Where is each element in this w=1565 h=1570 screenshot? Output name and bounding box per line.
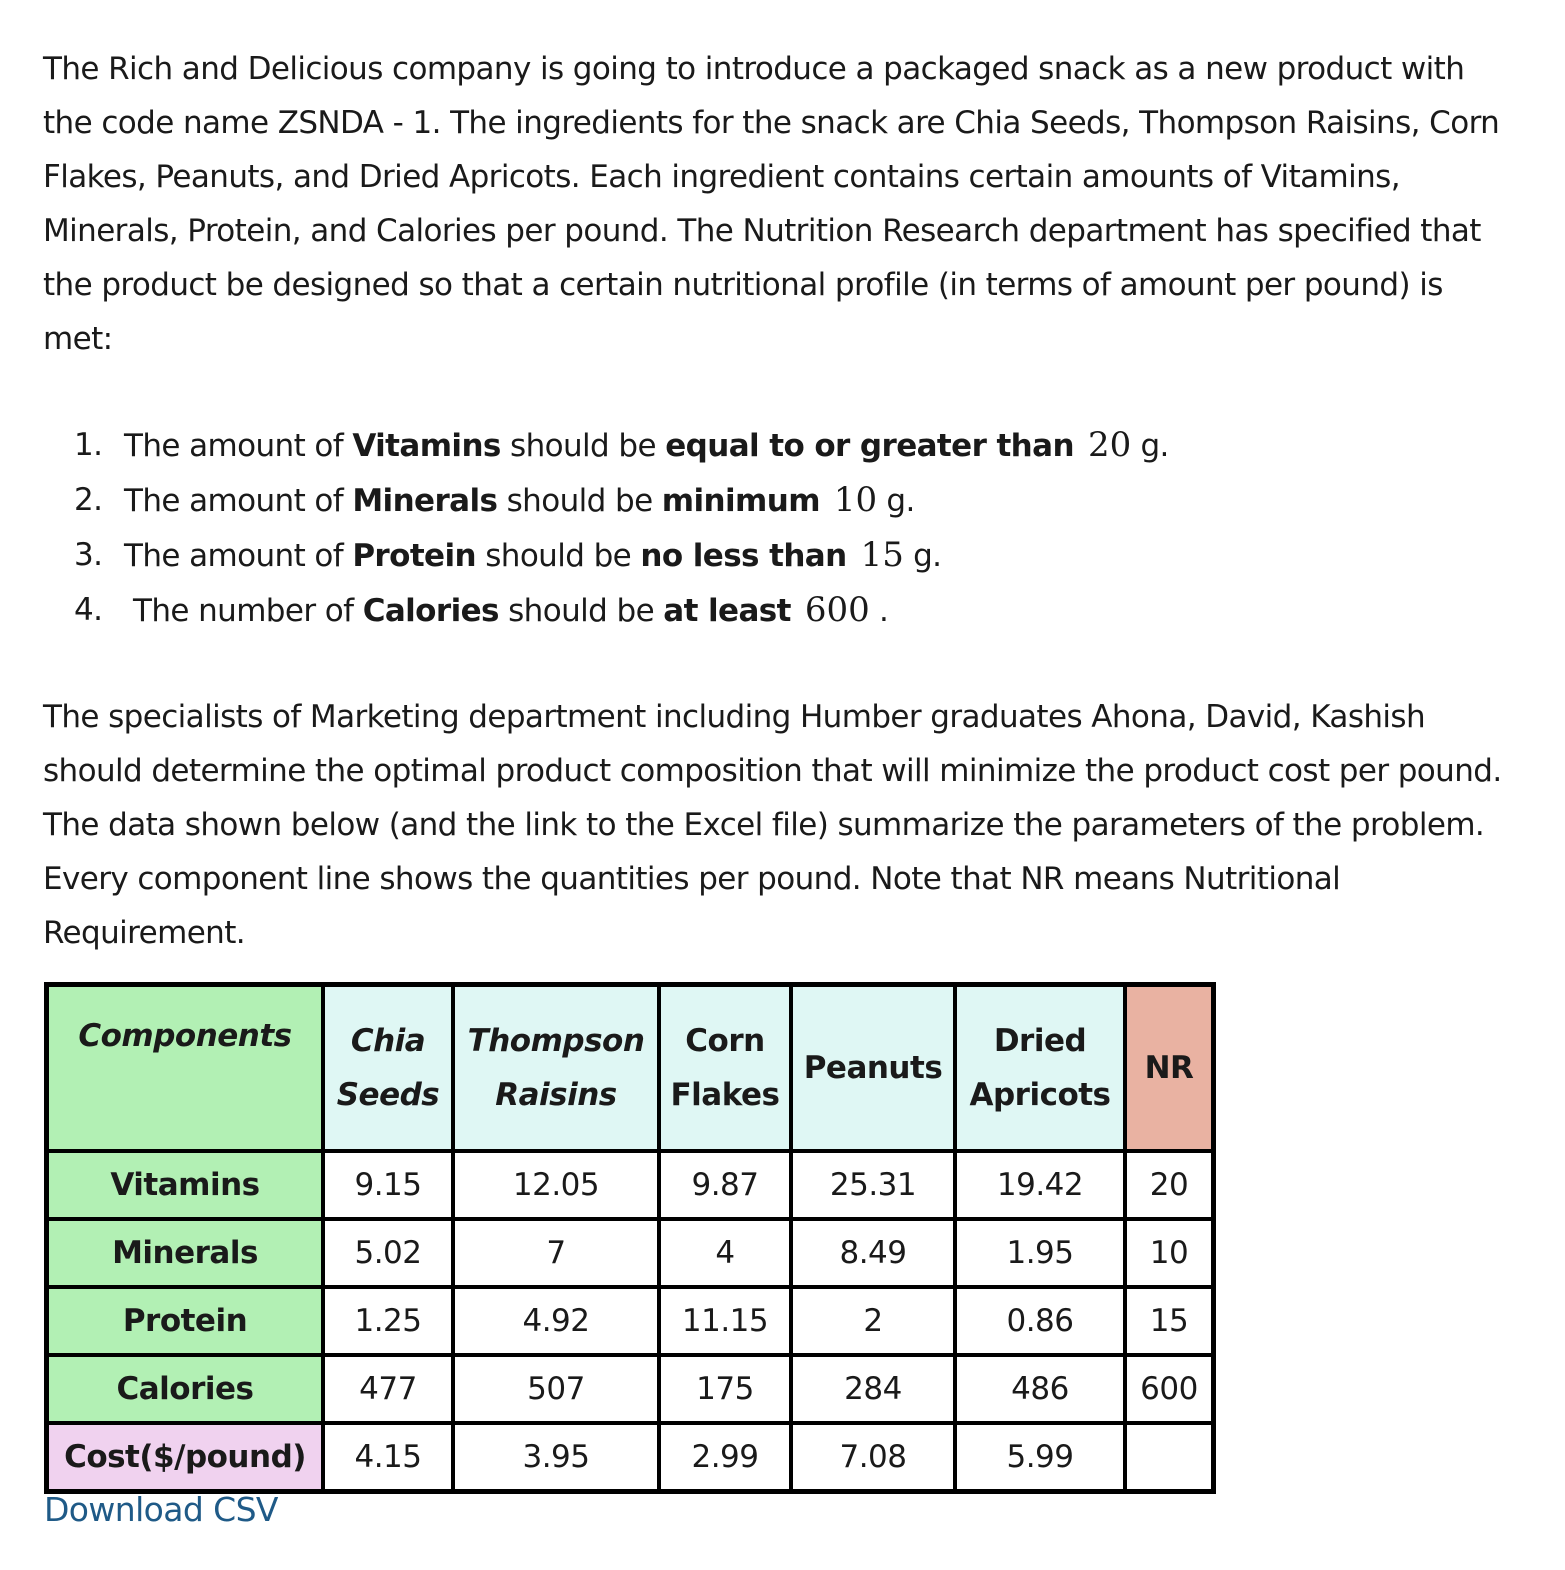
table-cell: 4	[659, 1219, 791, 1287]
list-number: 2.	[74, 482, 103, 518]
table-cell: 477	[323, 1355, 453, 1423]
intro-paragraph: The Rich and Delicious company is going to introduce a packaged snack as a new product with the code name ZSNDA - 1. The ingredients for the snack are Chia Seeds, Thompson Raisins, Corn Flakes, Peanuts, and Dried Apricots. Each ingredient contains certain amounts of Vitamins, Minerals, Protein, and Calories per pound. The Nutrition Research department has specified that the product be designed so that a certain nutritional profile (in terms of amount per pound) is met:	[43, 51, 1500, 357]
table-cell: 507	[453, 1355, 659, 1423]
table-cell: 2	[791, 1287, 955, 1355]
document-content	[43, 42, 1503, 1494]
table-cell: 284	[791, 1355, 955, 1423]
header-dried-apricots	[955, 985, 1125, 1152]
table-cell: 7	[453, 1219, 659, 1287]
table-cell: 25.31	[791, 1151, 955, 1219]
requirement-mid: should be	[497, 483, 662, 519]
requirement-unit: g.	[903, 538, 942, 574]
header-nr: NR	[1125, 985, 1214, 1152]
requirements-list	[43, 418, 1503, 638]
header-peanuts: Peanuts	[791, 985, 955, 1152]
requirement-value: 15	[860, 535, 904, 575]
list-number: 3.	[74, 537, 103, 573]
ingredients-table	[44, 982, 1216, 1494]
requirement-prefix: The amount of	[124, 483, 353, 519]
requirement-item	[43, 473, 1503, 528]
table-cell: 5.02	[323, 1219, 453, 1287]
header-line: Flakes	[670, 1077, 780, 1113]
list-number: 4.	[74, 592, 103, 628]
requirement-value: 10	[833, 480, 878, 520]
header-line: Apricots	[969, 1077, 1111, 1113]
requirement-mid: should be	[498, 593, 664, 629]
table-cell: 11.15	[659, 1287, 791, 1355]
requirement-value: 20	[1087, 425, 1132, 465]
header-line: Thompson	[467, 1023, 645, 1059]
table-cell: 600	[1125, 1355, 1214, 1423]
header-line: Chia	[350, 1023, 426, 1059]
table-cell: 0.86	[955, 1287, 1125, 1355]
table-cell: 4.15	[323, 1423, 453, 1492]
table-row	[47, 1287, 1214, 1355]
table-row	[47, 1423, 1214, 1492]
row-label: Vitamins	[47, 1151, 324, 1219]
requirement-unit: .	[869, 593, 889, 629]
table-cell: 2.99	[659, 1423, 791, 1492]
table-cell: 20	[1125, 1151, 1214, 1219]
row-label: Minerals	[47, 1219, 324, 1287]
header-thompson-raisins	[453, 985, 659, 1152]
requirement-condition: no less than	[640, 538, 847, 574]
table-row	[47, 1219, 1214, 1287]
requirement-mid: should be	[500, 428, 666, 464]
table-cell	[1125, 1423, 1214, 1492]
table-cell: 12.05	[453, 1151, 659, 1219]
header-line: Raisins	[495, 1077, 617, 1113]
row-label: Protein	[47, 1287, 324, 1355]
table-cell: 175	[659, 1355, 791, 1423]
requirement-prefix: The amount of	[124, 428, 353, 464]
row-label: Cost($/pound)	[47, 1423, 324, 1492]
header-line: Seeds	[336, 1077, 440, 1113]
requirement-nutrient: Vitamins	[352, 428, 501, 464]
table-cell: 9.15	[323, 1151, 453, 1219]
requirement-mid: should be	[475, 538, 641, 574]
header-line: Dried	[993, 1023, 1087, 1059]
header-chia-seeds	[323, 985, 453, 1152]
requirement-nutrient: Minerals	[352, 483, 498, 519]
table-cell: 9.87	[659, 1151, 791, 1219]
requirement-condition: at least	[663, 593, 791, 629]
table-cell: 8.49	[791, 1219, 955, 1287]
row-label: Calories	[47, 1355, 324, 1423]
header-line: Corn	[685, 1023, 765, 1059]
table-cell: 15	[1125, 1287, 1214, 1355]
table-cell: 19.42	[955, 1151, 1125, 1219]
requirement-item	[43, 583, 1503, 638]
requirement-nutrient: Calories	[362, 593, 499, 629]
requirement-unit: g.	[1131, 428, 1169, 464]
download-csv-link[interactable]: Download CSV	[44, 1490, 278, 1529]
requirement-item	[43, 418, 1503, 473]
table-cell: 1.25	[323, 1287, 453, 1355]
requirement-condition: minimum	[661, 483, 820, 519]
requirement-condition: equal to or greater than	[665, 428, 1074, 464]
header-corn-flakes	[659, 985, 791, 1152]
list-number: 1.	[74, 427, 103, 463]
requirement-item	[43, 528, 1503, 583]
marketing-paragraph: The specialists of Marketing department including Humber graduates Ahona, David, Kashish should determine the optimal product composition that will minimize the product cost per pound. The data shown below (and the link to the Excel file) summarize the parameters of the problem. Every component line shows the quantities per pound. Note that NR means Nutritional Requirement.	[43, 699, 1502, 951]
table-row	[47, 1151, 1214, 1219]
requirement-unit: g.	[877, 483, 915, 519]
requirement-prefix: The amount of	[124, 538, 353, 574]
table-row	[47, 1355, 1214, 1423]
requirement-prefix: The number of	[133, 593, 363, 629]
table-cell: 486	[955, 1355, 1125, 1423]
header-components: Components	[47, 985, 324, 1152]
table-cell: 3.95	[453, 1423, 659, 1492]
table-header-row	[47, 985, 1214, 1152]
table-cell: 4.92	[453, 1287, 659, 1355]
table-cell: 7.08	[791, 1423, 955, 1492]
table-cell: 1.95	[955, 1219, 1125, 1287]
requirement-nutrient: Protein	[352, 538, 476, 574]
requirement-value: 600	[804, 590, 870, 630]
table-cell: 10	[1125, 1219, 1214, 1287]
table-cell: 5.99	[955, 1423, 1125, 1492]
